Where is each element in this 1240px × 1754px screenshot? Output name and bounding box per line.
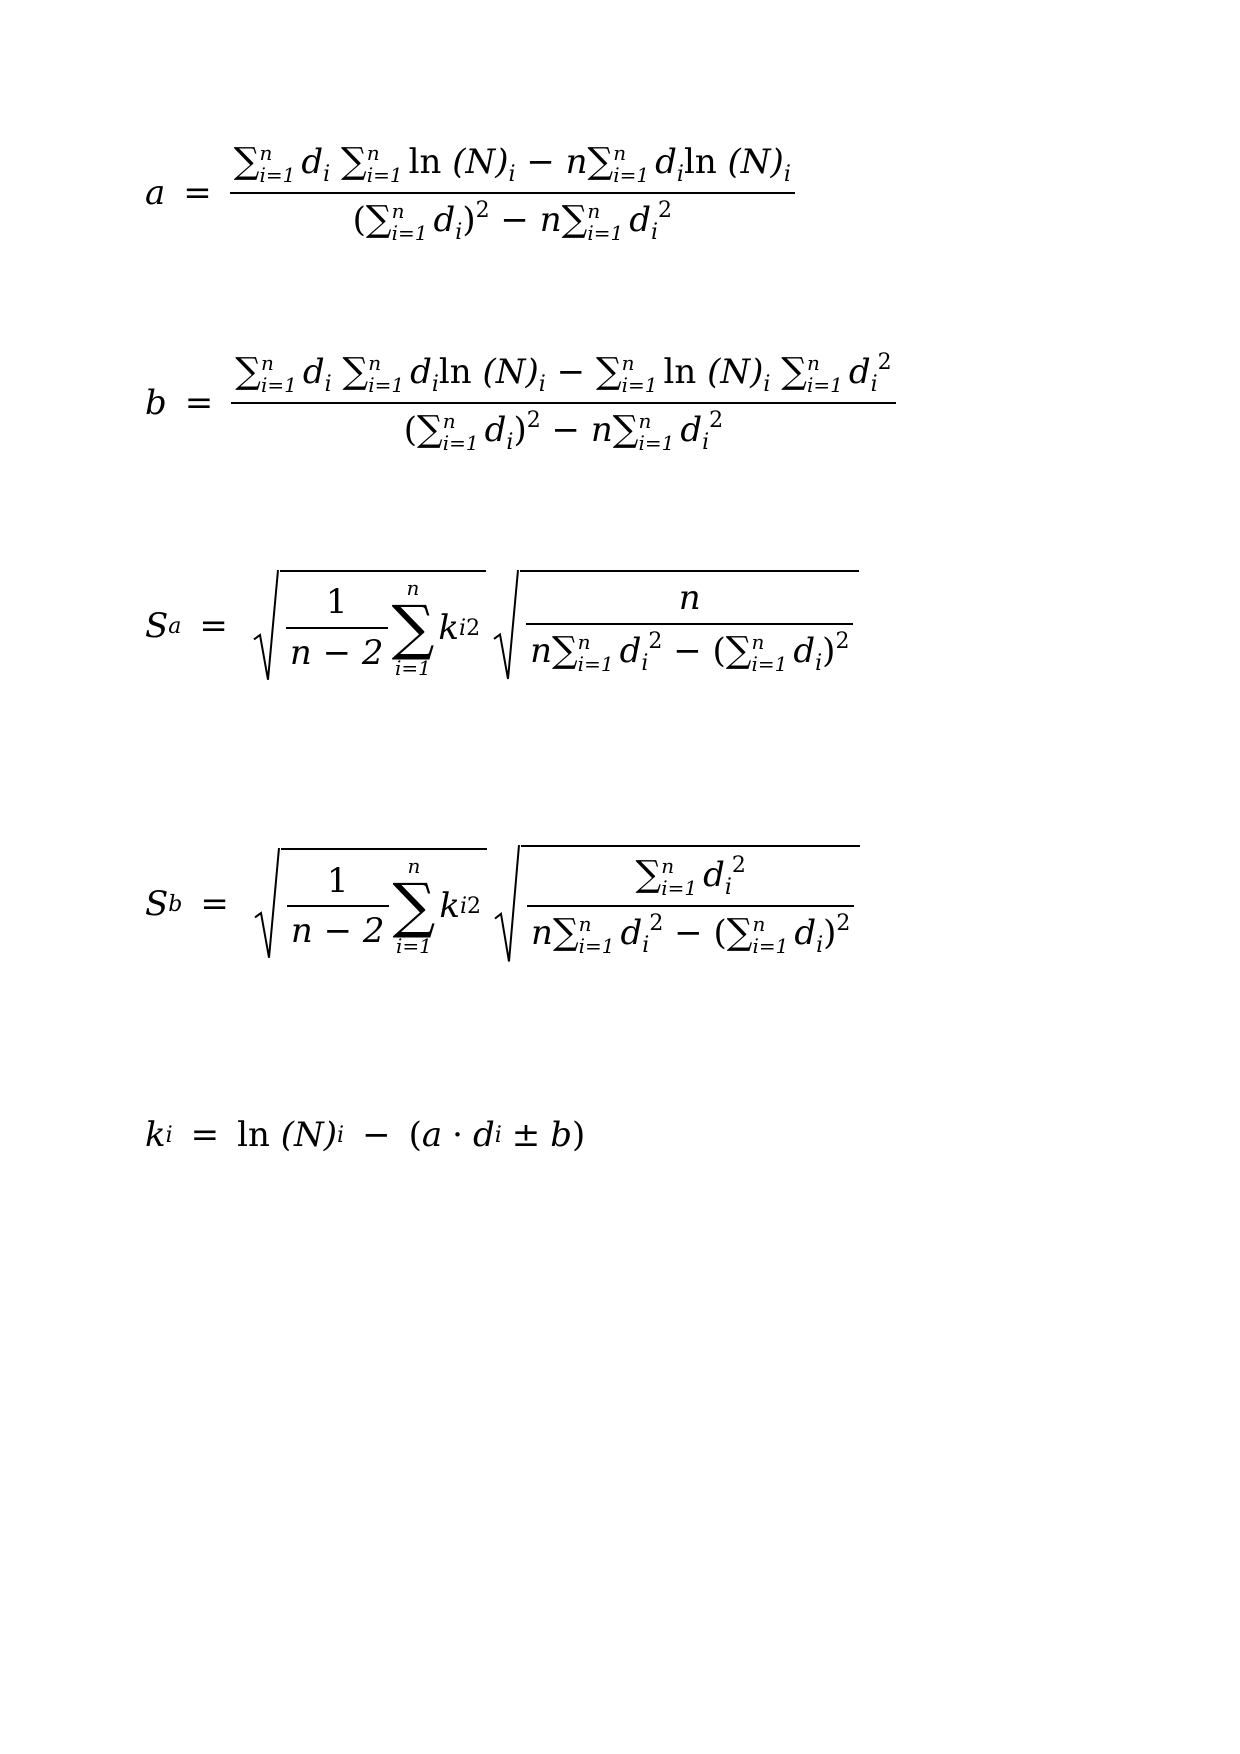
sum-upper: n bbox=[806, 351, 820, 375]
sum-lower: i=1 bbox=[751, 652, 788, 677]
sqrt-a-factor bbox=[492, 570, 859, 681]
sub-i: i bbox=[650, 220, 659, 246]
sub-i: i bbox=[508, 162, 516, 187]
big-sum bbox=[392, 854, 436, 959]
var-n: n bbox=[531, 913, 553, 954]
sub-i: i bbox=[642, 933, 650, 959]
var-d: d bbox=[433, 200, 456, 241]
sup-2: 2 bbox=[835, 629, 850, 655]
sup-2: 2 bbox=[526, 408, 541, 434]
var-n: n bbox=[530, 631, 552, 672]
equation-a bbox=[145, 140, 795, 247]
numerator-one: 1 bbox=[325, 582, 348, 623]
radicand bbox=[281, 848, 487, 960]
lhs-b: b bbox=[145, 383, 167, 424]
sub-i: i bbox=[459, 615, 467, 641]
lhs-s: S bbox=[145, 884, 169, 925]
sum-upper: n bbox=[587, 199, 601, 224]
sum-symbol: ∑ bbox=[552, 912, 579, 954]
sub-i: i bbox=[455, 220, 463, 246]
sum-symbol: ∑ bbox=[781, 351, 807, 392]
sqrt-residual bbox=[253, 848, 487, 960]
paren-close: ) bbox=[823, 913, 837, 954]
sub-i: i bbox=[459, 893, 468, 919]
sum-limits bbox=[751, 630, 788, 677]
var-b: b bbox=[550, 1115, 573, 1155]
minus-sign: − bbox=[500, 200, 529, 241]
var-n: n bbox=[539, 200, 562, 241]
fraction-bar bbox=[527, 905, 854, 907]
var-d: d bbox=[302, 352, 325, 392]
var-d: d bbox=[793, 631, 816, 672]
fraction-bar bbox=[287, 905, 389, 907]
numerator-b bbox=[231, 350, 895, 398]
radicand bbox=[520, 570, 859, 681]
sum-lower: i=1 bbox=[366, 163, 403, 187]
var-k: k bbox=[438, 608, 460, 648]
lhs-k: k bbox=[145, 1115, 166, 1155]
sum-limits bbox=[661, 856, 697, 898]
sum-limits bbox=[587, 199, 624, 246]
equation-k bbox=[145, 1115, 585, 1155]
sum-symbol: ∑ bbox=[587, 141, 614, 182]
sum-upper: n bbox=[661, 854, 675, 878]
sum-upper: n bbox=[578, 912, 592, 937]
sup-2: 2 bbox=[649, 911, 664, 937]
lhs-sub-a: a bbox=[168, 613, 182, 639]
sum-limits bbox=[577, 630, 614, 677]
sum-symbol: ∑ bbox=[391, 593, 435, 663]
sum-upper: n bbox=[621, 351, 635, 375]
fraction-bar bbox=[231, 402, 895, 404]
var-a: a bbox=[421, 1115, 443, 1155]
sum-upper: n bbox=[407, 854, 421, 879]
denominator-n-minus-2: n − 2 bbox=[289, 633, 384, 673]
sum-symbol: ∑ bbox=[233, 141, 260, 182]
sum-symbol: ∑ bbox=[342, 351, 369, 392]
sum-symbol: ∑ bbox=[725, 630, 752, 672]
radicand bbox=[280, 570, 486, 682]
minus-sign: − bbox=[673, 631, 702, 672]
var-d: d bbox=[620, 913, 643, 954]
sum-symbol: ∑ bbox=[341, 141, 367, 182]
sum-symbol: ∑ bbox=[235, 351, 261, 392]
sub-i: i bbox=[431, 372, 439, 397]
equals-sign: = bbox=[200, 884, 229, 925]
lhs-s: S bbox=[145, 606, 169, 646]
denominator-n-minus-2: n − 2 bbox=[290, 911, 385, 952]
minus-sign: − bbox=[551, 410, 581, 451]
var-d: d bbox=[484, 410, 507, 451]
sup-2: 2 bbox=[731, 853, 746, 878]
big-sum bbox=[392, 578, 435, 678]
var-d: d bbox=[410, 352, 432, 392]
sup-2: 2 bbox=[836, 911, 851, 937]
sqrt-residual bbox=[252, 570, 486, 682]
equation-sb bbox=[145, 845, 860, 964]
denominator-sa bbox=[526, 629, 853, 677]
sup-2: 2 bbox=[658, 198, 673, 224]
radical-icon bbox=[253, 848, 281, 960]
fraction-sb bbox=[527, 853, 854, 960]
var-N: (N) bbox=[280, 1115, 338, 1155]
dot-operator: · bbox=[452, 1115, 463, 1155]
sum-upper: n bbox=[613, 141, 627, 165]
sum-upper: n bbox=[259, 141, 273, 165]
sum-upper: n bbox=[751, 630, 765, 655]
numerator-sb bbox=[632, 853, 750, 901]
sum-lower: i=1 bbox=[806, 373, 843, 397]
var-N: (N) bbox=[727, 142, 784, 182]
var-d: d bbox=[794, 913, 817, 954]
var-N: (N) bbox=[452, 142, 509, 182]
sub-i: i bbox=[870, 372, 878, 397]
plus-minus-sign: ± bbox=[511, 1115, 541, 1155]
sum-lower: i=1 bbox=[259, 163, 296, 187]
var-k: k bbox=[439, 886, 460, 927]
sub-i: i bbox=[676, 162, 684, 187]
radical-icon bbox=[492, 570, 520, 681]
fraction-bar bbox=[286, 627, 388, 629]
paren-open: ( bbox=[403, 410, 418, 451]
sum-upper: n bbox=[406, 576, 420, 600]
paren-close: ) bbox=[572, 1115, 586, 1155]
paren-open: ( bbox=[352, 200, 366, 241]
var-n: n bbox=[565, 142, 588, 182]
sum-lower: i=1 bbox=[395, 656, 431, 680]
ln-func: ln bbox=[663, 352, 697, 392]
equals-sign: = bbox=[199, 606, 228, 646]
ln-func: ln bbox=[408, 142, 442, 182]
sum-limits bbox=[391, 199, 428, 246]
sum-lower: i=1 bbox=[260, 373, 297, 397]
sum-lower: i=1 bbox=[621, 373, 658, 397]
sum-lower: i=1 bbox=[661, 876, 698, 900]
equals-sign: = bbox=[184, 383, 214, 424]
sum-lower: i=1 bbox=[577, 652, 614, 677]
sum-upper: n bbox=[752, 912, 766, 937]
paren-close: ) bbox=[513, 410, 527, 451]
fraction-sa bbox=[526, 578, 853, 677]
sum-lower: i=1 bbox=[578, 934, 615, 959]
sum-limits bbox=[261, 353, 297, 395]
denominator-sb bbox=[527, 911, 854, 959]
paren-close: ) bbox=[822, 631, 836, 672]
fraction-a bbox=[230, 140, 795, 247]
minus-sign: − bbox=[674, 913, 703, 954]
fraction-bar bbox=[230, 192, 795, 194]
sum-lower: i=1 bbox=[442, 431, 479, 456]
sum-limits bbox=[638, 409, 675, 456]
sum-upper: n bbox=[391, 199, 405, 224]
sqrt-b-factor bbox=[493, 845, 860, 964]
var-d: d bbox=[655, 142, 677, 182]
sum-lower: i=1 bbox=[752, 934, 789, 959]
var-d: d bbox=[301, 142, 324, 182]
sum-lower: i=1 bbox=[638, 431, 675, 456]
radical-icon bbox=[252, 570, 280, 682]
ln-func: ln bbox=[683, 142, 717, 182]
denominator-a bbox=[349, 198, 676, 246]
sum-limits bbox=[367, 143, 403, 185]
minus-sign: − bbox=[362, 1115, 391, 1155]
sub-i: i bbox=[324, 372, 332, 397]
sum-symbol: ∑ bbox=[612, 409, 639, 451]
var-d: d bbox=[629, 200, 651, 241]
sum-symbol: ∑ bbox=[726, 912, 753, 954]
equals-sign: = bbox=[183, 173, 212, 214]
var-d: d bbox=[848, 352, 871, 392]
sup-2: 2 bbox=[709, 408, 724, 434]
var-d: d bbox=[680, 410, 703, 451]
sum-upper: n bbox=[366, 141, 380, 165]
lhs-a: a bbox=[145, 173, 166, 214]
lhs-sub-i: i bbox=[165, 1122, 173, 1148]
sub-i: i bbox=[816, 933, 824, 959]
sum-upper: n bbox=[368, 351, 382, 375]
sum-upper: n bbox=[260, 351, 274, 375]
equation-sa bbox=[145, 570, 859, 682]
sum-symbol: ∑ bbox=[417, 409, 443, 451]
sum-limits bbox=[442, 409, 479, 456]
sum-limits bbox=[622, 353, 658, 395]
sum-symbol: ∑ bbox=[392, 871, 436, 942]
ln-func: ln bbox=[438, 352, 472, 392]
sub-i: i bbox=[815, 651, 823, 677]
fraction-one-over bbox=[287, 861, 389, 953]
numerator-n: n bbox=[678, 578, 701, 619]
sub-i: i bbox=[724, 875, 732, 900]
equation-b bbox=[145, 350, 896, 457]
sum-lower: i=1 bbox=[368, 373, 405, 397]
sub-i: i bbox=[494, 1122, 502, 1148]
sub-i: i bbox=[641, 651, 649, 677]
sum-upper: n bbox=[442, 409, 456, 434]
sum-limits bbox=[368, 353, 404, 395]
equals-sign: = bbox=[190, 1115, 220, 1155]
var-d: d bbox=[703, 855, 725, 895]
denominator-b bbox=[400, 408, 727, 456]
numerator-a bbox=[230, 140, 795, 188]
sum-symbol: ∑ bbox=[561, 199, 588, 241]
sum-symbol: ∑ bbox=[595, 351, 622, 392]
sum-limits bbox=[578, 912, 615, 959]
fraction-one-over bbox=[286, 582, 388, 674]
fraction-b bbox=[231, 350, 895, 457]
paren-open: ( bbox=[712, 631, 726, 672]
sum-symbol: ∑ bbox=[635, 854, 662, 895]
sum-upper: n bbox=[577, 630, 591, 655]
fraction-bar bbox=[526, 623, 853, 625]
sub-i: i bbox=[506, 430, 514, 456]
sum-symbol: ∑ bbox=[551, 630, 578, 672]
ln-func: ln bbox=[237, 1115, 270, 1155]
minus-sign: − bbox=[556, 352, 586, 392]
sum-lower: i=1 bbox=[391, 221, 428, 246]
sum-lower: i=1 bbox=[613, 163, 650, 187]
sup-2: 2 bbox=[648, 629, 663, 655]
paren-open: ( bbox=[713, 913, 727, 954]
paren-open: ( bbox=[408, 1115, 422, 1155]
sum-limits bbox=[259, 143, 295, 185]
lhs-sub-b: b bbox=[168, 891, 183, 917]
sum-limits bbox=[807, 353, 843, 395]
var-n: n bbox=[590, 410, 613, 451]
sub-i: i bbox=[702, 430, 710, 456]
sub-i: i bbox=[323, 162, 331, 187]
sum-limits bbox=[613, 143, 649, 185]
sub-i: i bbox=[538, 372, 546, 397]
radical-icon bbox=[493, 845, 521, 964]
sum-lower: i=1 bbox=[396, 934, 432, 959]
sup-2: 2 bbox=[877, 350, 892, 375]
sup-2: 2 bbox=[466, 615, 481, 641]
sup-2: 2 bbox=[467, 893, 482, 919]
sub-i: i bbox=[783, 162, 791, 187]
sup-2: 2 bbox=[475, 198, 490, 224]
sub-i: i bbox=[763, 372, 771, 397]
radicand bbox=[521, 845, 860, 964]
paren-close: ) bbox=[462, 200, 476, 241]
sub-i: i bbox=[337, 1122, 345, 1148]
var-N: (N) bbox=[482, 352, 539, 392]
var-N: (N) bbox=[707, 352, 764, 392]
numerator-one: 1 bbox=[326, 860, 349, 901]
minus-sign: − bbox=[526, 142, 555, 182]
var-d: d bbox=[619, 631, 642, 672]
var-d: d bbox=[472, 1115, 495, 1155]
sum-upper: n bbox=[638, 409, 652, 434]
sum-lower: i=1 bbox=[587, 221, 624, 246]
sum-symbol: ∑ bbox=[365, 199, 392, 241]
sum-limits bbox=[752, 912, 789, 959]
